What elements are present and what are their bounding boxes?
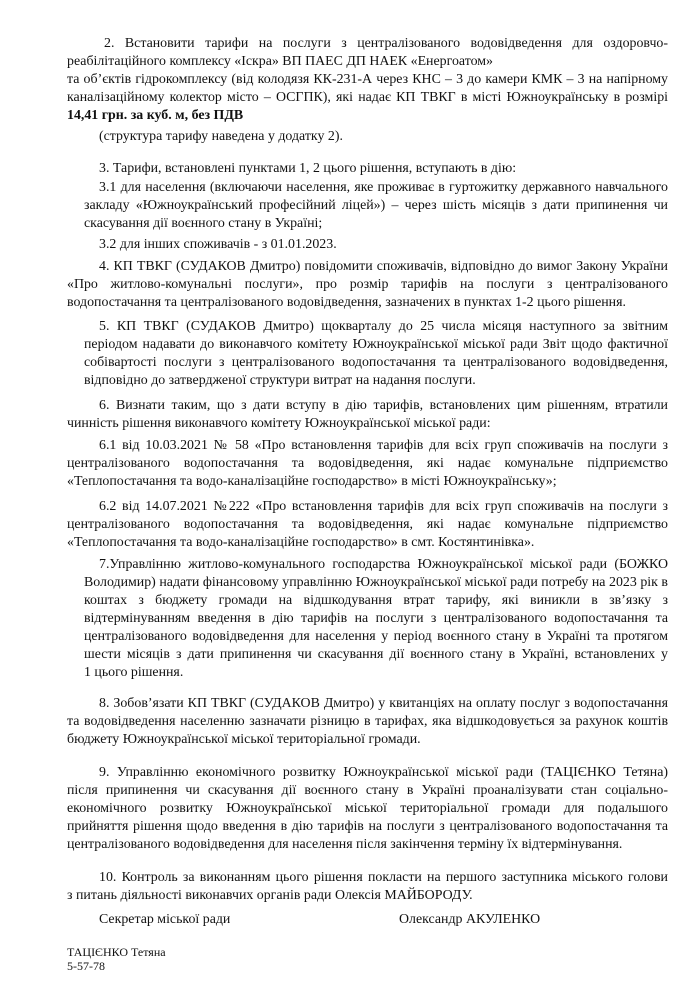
item-3-1-line-2: закладу «Южноукраїнський професійний ліцей») – через шість місяців з дати припинення чи xyxy=(84,198,668,213)
item-5-line-3: собівартості послуги з централізованого водопостачання та централізованого водовідведення, xyxy=(84,355,668,370)
item-6-2-line-3: «Теплопостачання та водо-каналізаційне господарство» в смт. Костянтинівка». xyxy=(67,535,535,550)
item-6-1-line-3: «Теплопостачання та водо-каналізаційне господарство» в місті Южноукраїнську»; xyxy=(67,474,557,489)
item-3-1-line-3: скасування дії воєнного стану в Україні; xyxy=(84,216,323,231)
item-9-line-4: прийняття рішення щодо введення в дію тарифів на послуги з централізованого водопостачання та xyxy=(67,819,668,834)
item-10-line-2: з питань діяльності виконавчих органів ради Олексія МАЙБОРОДУ. xyxy=(67,888,473,903)
item-6-line-1: 6. Визнати таким, що з дати вступу в дію тарифів, встановлених цим рішенням, втратили xyxy=(99,398,668,413)
item-7-line-3: коштах з бюджету громади на відшкодування втрат тарифу, які виникли в зв’язку з xyxy=(84,593,668,608)
item-7-line-2: Володимир) надати фінансовому управлінню Южноукраїнської міської ради потребу на 2023 рік в xyxy=(84,575,668,590)
item-2-line-4: каналізаційному колектор місто – ОСГПК), які надає КП ТВКГ в місті Южноукраїнську в розмірі xyxy=(67,90,668,105)
item-5-line-1: 5. КП ТВКГ (СУДАКОВ Дмитро) щокварталу до 25 числа місяця наступного за звітним xyxy=(99,319,668,334)
item-7-line-5: централізованого водовідведення для населення у період воєнного стану в Україні та протягом xyxy=(84,629,668,644)
item-2-note: (структура тарифу наведена у додатку 2). xyxy=(99,129,343,144)
item-4-line-3: водопостачання та централізованого водовідведення, зазначених в пунктах 1-2 цього рішення. xyxy=(67,295,626,310)
item-10-line-1: 10. Контроль за виконанням цього рішення покласти на першого заступника міського голови xyxy=(99,870,668,885)
item-2-line-1: 2. Встановити тарифи на послуги з централізованого водовідведення для оздоровчо- xyxy=(104,36,668,51)
item-6-1-line-2: централізованого водопостачання та водовідведення, які надає комунальне підприємство xyxy=(67,456,668,471)
item-7-line-7: 1 цього рішення. xyxy=(84,665,184,680)
item-2-line-3: та об’єктів гідрокомплексу (від колодязя КК-231-А через КНС – 3 до камери КМК – 3 на напірному xyxy=(67,72,668,87)
signature-name: Олександр АКУЛЕНКО xyxy=(399,912,541,927)
item-8-line-1: 8. Зобов’язати КП ТВКГ (СУДАКОВ Дмитро) у квитанціях на оплату послуг з водопостачання xyxy=(99,696,668,711)
item-3-1-line-1: 3.1 для населення (включаючи населення, яке проживає в гуртожитку державного навчального xyxy=(99,180,668,195)
item-4-line-1: 4. КП ТВКГ (СУДАКОВ Дмитро) повідомити споживачів, відповідно до вимог Закону України xyxy=(99,259,668,274)
item-7-line-4: відтермінуванням введення в дію тарифів на послуги з централізованого водопостачання та xyxy=(84,611,668,626)
item-6-1-line-1: 6.1 від 10.03.2021 № 58 «Про встановлення тарифів для всіх груп споживачів на послуги з xyxy=(99,438,668,453)
item-3-line-1: 3. Тарифи, встановлені пунктами 1, 2 цього рішення, вступають в дію: xyxy=(99,161,517,176)
item-9-line-2: після припинення чи скасування дії воєнного стану в Україні проаналізувати стан соціально- xyxy=(67,783,668,798)
item-7-line-1: 7.Управлінню житлово-комунального господарства Южноукраїнської міської ради (БОЖКО xyxy=(99,557,668,572)
item-6-line-2: чинність рішення виконавчого комітету Южноукраїнської міської ради: xyxy=(67,416,491,431)
item-5-line-2: періодом надавати до виконавчого комітету Южноукраїнської міської ради Звіт щодо фактичної xyxy=(84,337,668,352)
item-8-line-3: бюджету Южноукраїнської міської територіальної громади. xyxy=(67,732,421,747)
item-5-line-4: відповідно до затвердженої структури витрат на надання послуги. xyxy=(84,373,476,388)
item-9-line-1: 9. Управлінню економічного розвитку Южноукраїнської міської ради (ТАЦІЄНКО Тетяна) xyxy=(99,765,668,780)
item-2-tariff-value: 14,41 грн. за куб. м, без ПДВ xyxy=(67,108,244,123)
item-6-2-line-1: 6.2 від 14.07.2021 №222 «Про встановлення тарифів для всіх груп споживачів на послуги з xyxy=(99,499,668,514)
item-6-2-line-2: централізованого водопостачання та водовідведення, які надає комунальне підприємство xyxy=(67,517,668,532)
item-9-line-3: економічного розвитку Южноукраїнської міської територіальної громади для подальшого xyxy=(67,801,668,816)
footer-executor: ТАЦІЄНКО Тетяна xyxy=(67,945,166,959)
signature-position: Секретар міської ради xyxy=(99,912,231,927)
item-3-2-line: 3.2 для інших споживачів - з 01.01.2023. xyxy=(99,237,337,252)
item-7-line-6: шести місяців з дати припинення чи скасування дії воєнного стану в Україні, встановлених у xyxy=(84,647,668,662)
item-8-line-2: та водовідведення населенню зазначати різницю в тарифах, яка відшкодовується за рахунок коштів xyxy=(67,714,668,729)
item-9-line-5: централізованого водовідведення для населення після закінчення терміну їх відтермінування. xyxy=(67,837,623,852)
item-2-line-2: реабілітаційного комплексу «Іскра» ВП ПАЕС ДП НАЕК «Енергоатом» xyxy=(67,54,494,69)
item-4-line-2: «Про житлово-комунальні послуги», про розмір тарифів на послуги з централізованого xyxy=(67,277,668,292)
footer-phone: 5-57-78 xyxy=(67,959,105,973)
